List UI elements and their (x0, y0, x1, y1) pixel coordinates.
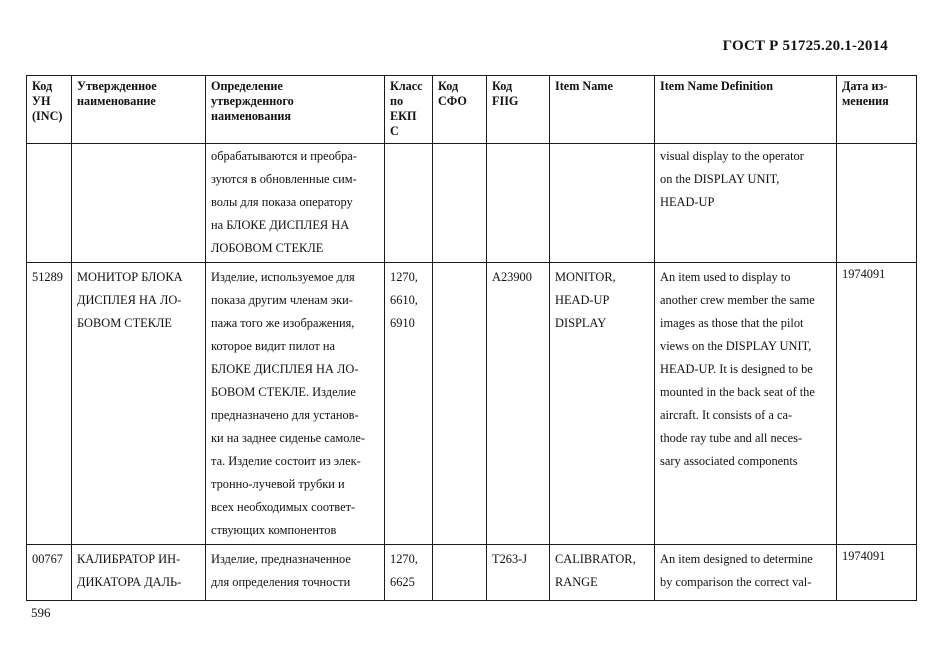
cell-text-line: волы для показа оператору (211, 195, 353, 209)
cell-text-line: пажа того же изображения, (211, 316, 355, 330)
class-cell (385, 263, 433, 545)
cell-text-line: MONITOR, (555, 270, 616, 284)
header-text-line: УН (32, 94, 51, 108)
document-header: ГОСТ Р 51725.20.1-2014 (722, 38, 888, 54)
fiig-cell: A23900 (487, 263, 550, 545)
cell-text-line: aircraft. It consists of a ca- (660, 408, 793, 422)
cell-text-line: 1270, (390, 552, 418, 566)
approved-name-cell (72, 144, 206, 263)
header-text-line: Код (438, 79, 459, 93)
cell-text-line: mounted in the back seat of the (660, 385, 815, 399)
class-cell (385, 545, 433, 601)
item-definition-cell (655, 545, 837, 601)
header-text-line: наименование (77, 94, 156, 108)
header-text-line: Класс (390, 79, 423, 93)
header-text-line: наименования (211, 109, 291, 123)
cell-text-line: предназначено для установ- (211, 408, 359, 422)
table-row (27, 545, 917, 601)
inc-cell: 51289 (27, 263, 72, 545)
cell-text-line: thode ray tube and all neces- (660, 431, 803, 445)
inc-cell (27, 144, 72, 263)
table-row (27, 263, 917, 545)
cell-text-line: CALIBRATOR, (555, 552, 636, 566)
header-text-line: Код (32, 79, 53, 93)
cell-text-line: БОВОМ СТЕКЛЕ (77, 316, 172, 330)
cell-text-line: ки на заднее сиденье самоле- (211, 431, 366, 445)
table-row (27, 144, 917, 263)
class-cell (385, 144, 433, 263)
col-header-fiig (487, 76, 550, 144)
cell-text-line: An item used to display to (660, 270, 791, 284)
cell-text-line: показа другим членам эки- (211, 293, 353, 307)
cell-text-line: КАЛИБРАТОР ИН- (77, 552, 181, 566)
cell-text-line: DISPLAY (555, 316, 607, 330)
cell-text-line: обрабатываются и преобра- (211, 149, 357, 163)
header-text-line: (INC) (32, 109, 63, 123)
header-text-line: менения (842, 94, 889, 108)
sfo-cell (433, 144, 487, 263)
header-text-line: утвержденного (211, 94, 294, 108)
header-text-line: ЕКП (390, 109, 417, 123)
cell-text-line: Изделие, предназначенное (211, 552, 351, 566)
header-text-line: Item Name (555, 79, 613, 93)
fiig-cell: T263-J (487, 545, 550, 601)
col-header-date-changed (837, 76, 917, 144)
date-cell (837, 144, 917, 263)
cell-text-line: HEAD-UP (555, 293, 610, 307)
sfo-cell (433, 545, 487, 601)
definition-cell (206, 545, 385, 601)
table-header-row (27, 76, 917, 144)
item-name-cell (550, 144, 655, 263)
cell-text-line: 6910 (390, 316, 415, 330)
cell-text-line: ДИКАТОРА ДАЛЬ- (77, 575, 182, 589)
item-definition-cell (655, 263, 837, 545)
cell-text-line: views on the DISPLAY UNIT, (660, 339, 812, 353)
catalog-table (26, 75, 917, 601)
inc-cell: 00767 (27, 545, 72, 601)
approved-name-cell (72, 263, 206, 545)
col-header-item-name (550, 76, 655, 144)
definition-cell (206, 144, 385, 263)
cell-text-line: ствующих компонентов (211, 523, 337, 537)
cell-text-line: visual display to the operator (660, 149, 804, 163)
page-number: 596 (31, 605, 51, 620)
cell-text-line: 6610, (390, 293, 418, 307)
cell-text-line: тронно-лучевой трубки и (211, 477, 345, 491)
cell-text-line: зуются в обновленные сим- (211, 172, 357, 186)
col-header-approved-name (72, 76, 206, 144)
header-text-line: Дата из- (842, 79, 888, 93)
cell-text-line: 6625 (390, 575, 415, 589)
cell-text-line: БЛОКЕ ДИСПЛЕЯ НА ЛО- (211, 362, 359, 376)
header-text-line: СФО (438, 94, 467, 108)
header-text-line: по (390, 94, 404, 108)
cell-text-line: всех необходимых соответ- (211, 500, 356, 514)
header-text-line: Код (492, 79, 513, 93)
cell-text-line: та. Изделие состоит из элек- (211, 454, 361, 468)
cell-text-line: on the DISPLAY UNIT, (660, 172, 780, 186)
fiig-cell (487, 144, 550, 263)
col-header-sfo (433, 76, 487, 144)
col-header-class (385, 76, 433, 144)
cell-text-line: МОНИТОР БЛОКА (77, 270, 183, 284)
date-cell: 1974091 (837, 545, 917, 601)
cell-text-line: Изделие, используемое для (211, 270, 355, 284)
item-definition-cell (655, 144, 837, 263)
cell-text-line: RANGE (555, 575, 598, 589)
cell-text-line: 1270, (390, 270, 418, 284)
header-text-line: FIIG (492, 94, 519, 108)
col-header-definition (206, 76, 385, 144)
cell-text-line: images as those that the pilot (660, 316, 804, 330)
col-header-inc (27, 76, 72, 144)
item-name-cell (550, 545, 655, 601)
sfo-cell (433, 263, 487, 545)
cell-text-line: another crew member the same (660, 293, 815, 307)
item-name-cell (550, 263, 655, 545)
cell-text-line: HEAD-UP. It is designed to be (660, 362, 813, 376)
header-text-line: Утвержденное (77, 79, 157, 93)
col-header-item-definition (655, 76, 837, 144)
cell-text-line: которое видит пилот на (211, 339, 336, 353)
header-text-line: Item Name Definition (660, 79, 774, 93)
cell-text-line: sary associated components (660, 454, 798, 468)
header-text-line: Определение (211, 79, 283, 93)
cell-text-line: ЛОБОВОМ СТЕКЛЕ (211, 241, 324, 255)
cell-text-line: by comparison the correct val- (660, 575, 812, 589)
cell-text-line: на БЛОКЕ ДИСПЛЕЯ НА (211, 218, 350, 232)
date-cell: 1974091 (837, 263, 917, 545)
approved-name-cell (72, 545, 206, 601)
cell-text-line: HEAD-UP (660, 195, 715, 209)
cell-text-line: ДИСПЛЕЯ НА ЛО- (77, 293, 182, 307)
definition-cell (206, 263, 385, 545)
cell-text-line: БОВОМ СТЕКЛЕ. Изделие (211, 385, 356, 399)
header-text-line: С (390, 124, 399, 138)
cell-text-line: An item designed to determine (660, 552, 813, 566)
cell-text-line: для определения точности (211, 575, 351, 589)
